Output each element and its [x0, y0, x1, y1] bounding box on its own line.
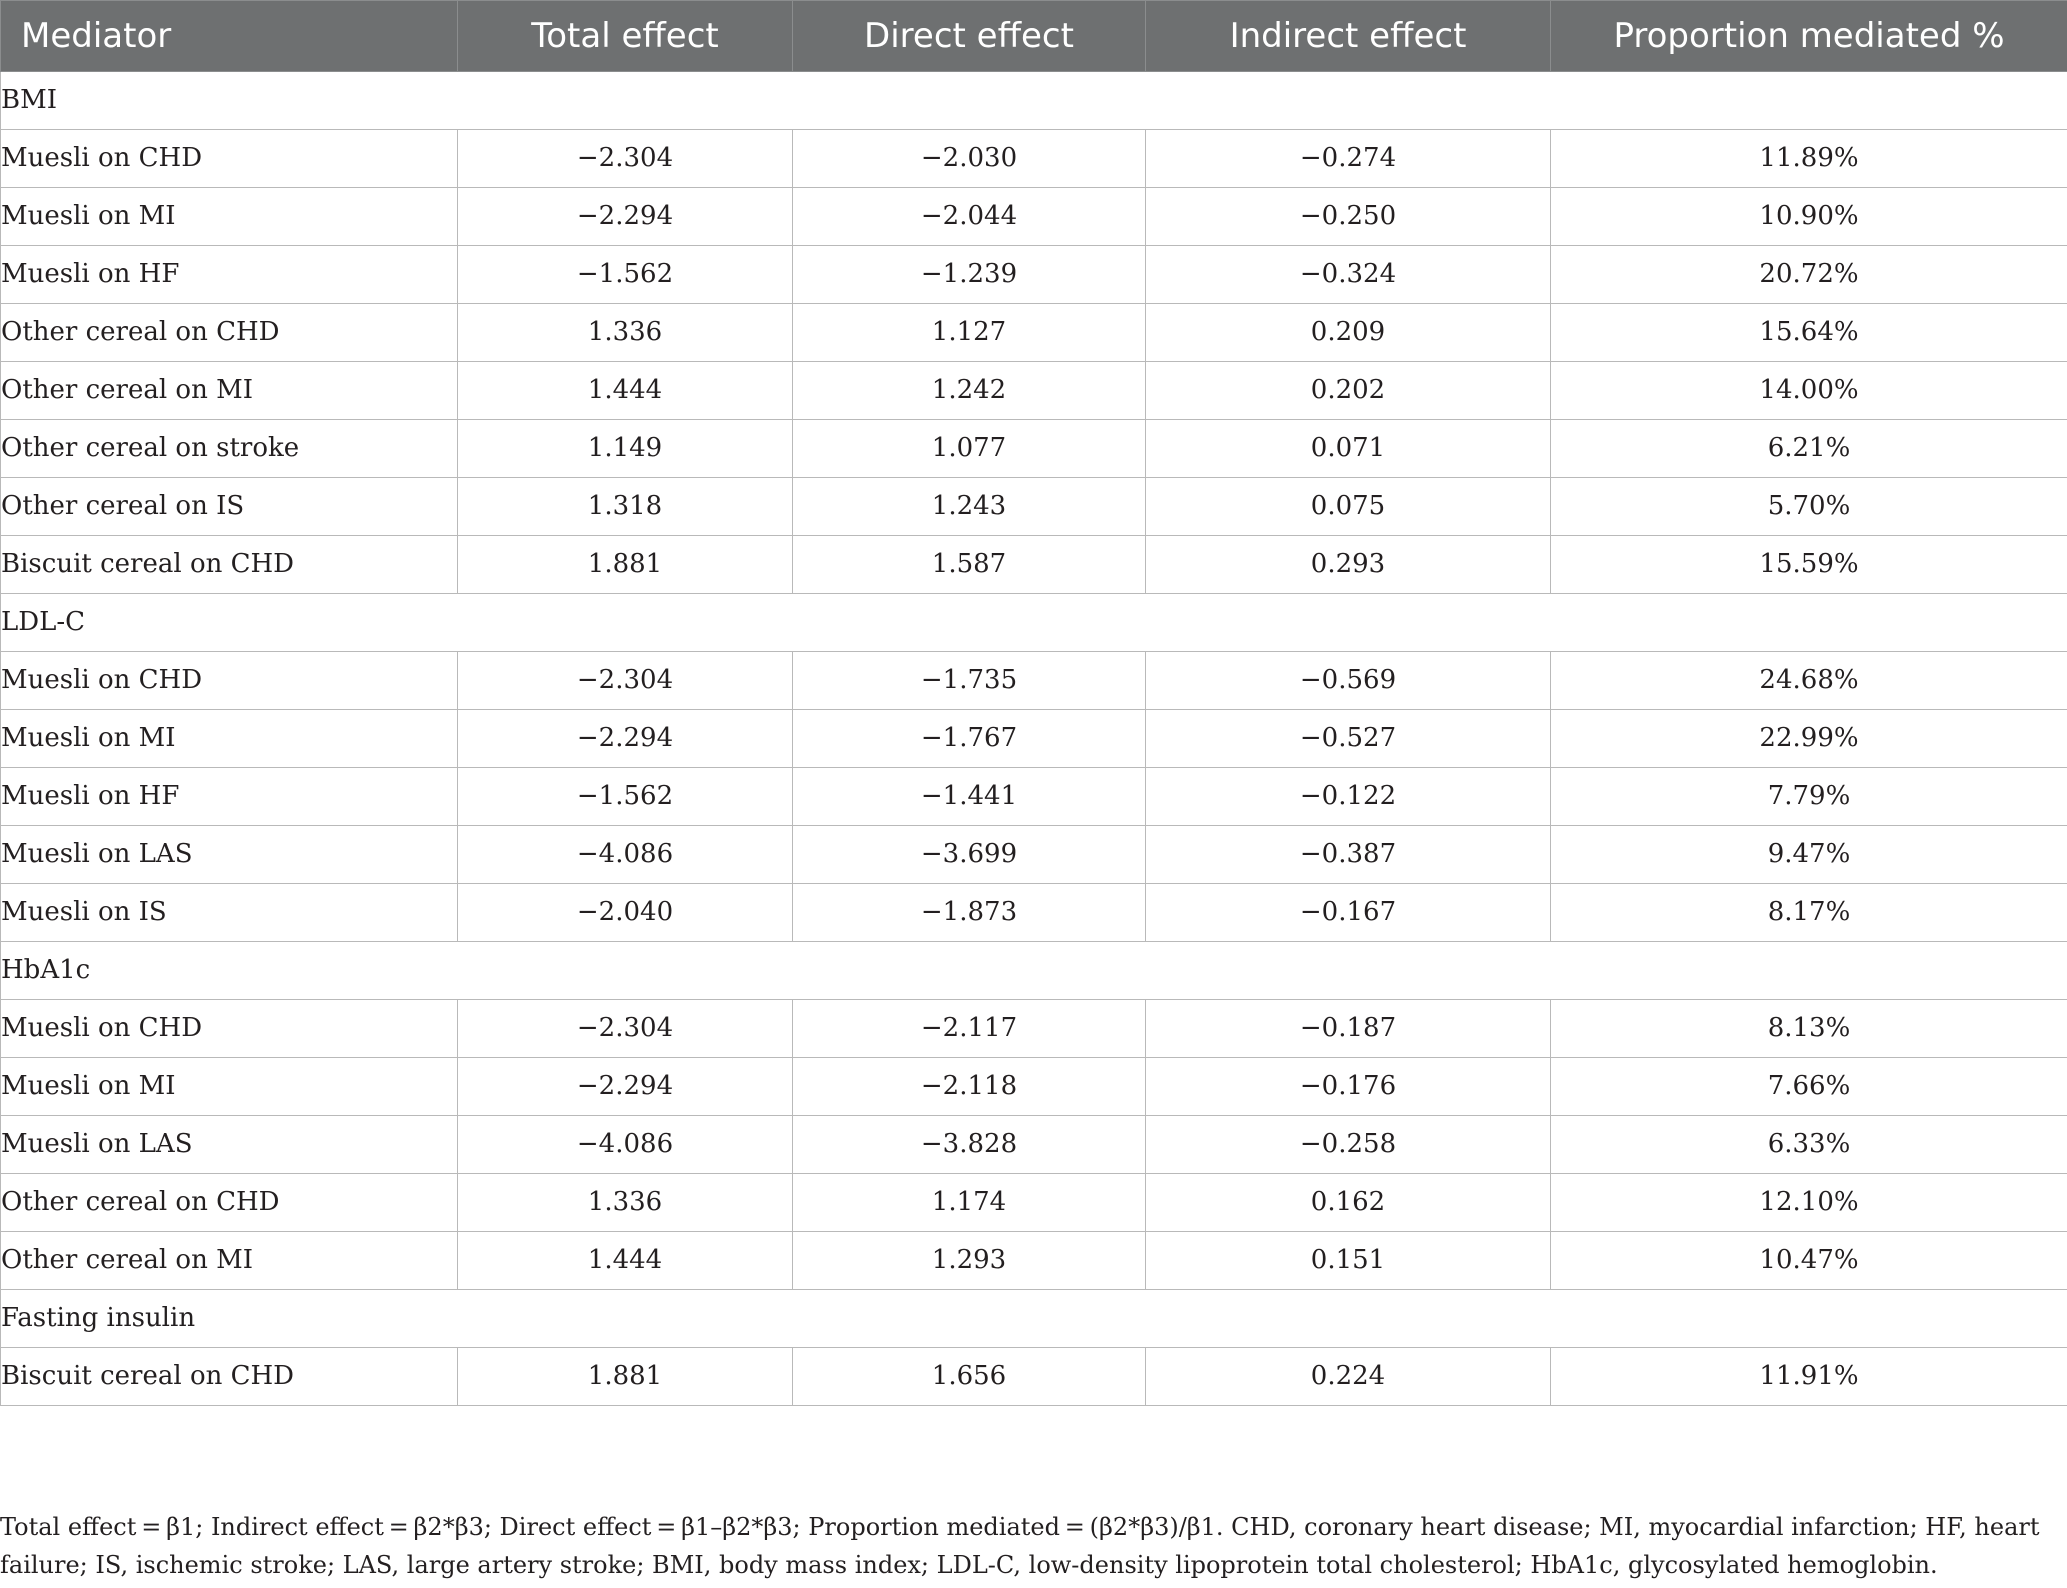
- table-row: [1, 130, 2067, 188]
- direct-effect-cell: 1.293: [793, 1232, 1146, 1290]
- direct-effect-cell: −3.699: [793, 826, 1146, 884]
- exposure-outcome-label: Other cereal on MI: [1, 1232, 458, 1290]
- total-effect-cell: 1.336: [458, 1174, 793, 1232]
- total-effect-cell: 1.336: [458, 304, 793, 362]
- exposure-outcome-label: Biscuit cereal on CHD: [1, 1348, 458, 1406]
- indirect-effect-cell: −0.258: [1146, 1116, 1551, 1174]
- table-row: [1, 188, 2067, 246]
- table-row: [1, 304, 2067, 362]
- table-row: [1, 826, 2067, 884]
- table-row: [1, 1174, 2067, 1232]
- indirect-effect-cell: −0.122: [1146, 768, 1551, 826]
- indirect-effect-cell: −0.387: [1146, 826, 1551, 884]
- total-effect-cell: 1.444: [458, 362, 793, 420]
- table-row: [1, 362, 2067, 420]
- total-effect-cell: −2.294: [458, 188, 793, 246]
- group-header-row: [1, 942, 2067, 1000]
- total-effect-cell: −2.304: [458, 1000, 793, 1058]
- indirect-effect-cell: 0.293: [1146, 536, 1551, 594]
- direct-effect-cell: −2.118: [793, 1058, 1146, 1116]
- exposure-outcome-label: Muesli on MI: [1, 188, 458, 246]
- proportion-mediated-cell: 14.00%: [1551, 362, 2067, 420]
- table-row: [1, 1058, 2067, 1116]
- mediator-group-label: Fasting insulin: [1, 1290, 2067, 1348]
- proportion-mediated-cell: 11.89%: [1551, 130, 2067, 188]
- exposure-outcome-label: Muesli on CHD: [1, 1000, 458, 1058]
- exposure-outcome-label: Muesli on MI: [1, 1058, 458, 1116]
- direct-effect-cell: −1.239: [793, 246, 1146, 304]
- proportion-mediated-cell: 6.21%: [1551, 420, 2067, 478]
- proportion-mediated-cell: 8.17%: [1551, 884, 2067, 942]
- column-header-mediator: Mediator: [1, 1, 458, 72]
- group-header-row: [1, 72, 2067, 130]
- indirect-effect-cell: 0.075: [1146, 478, 1551, 536]
- table-row: [1, 652, 2067, 710]
- total-effect-cell: 1.444: [458, 1232, 793, 1290]
- direct-effect-cell: 1.077: [793, 420, 1146, 478]
- table-row: [1, 768, 2067, 826]
- proportion-mediated-cell: 22.99%: [1551, 710, 2067, 768]
- mediator-group-label: HbA1c: [1, 942, 2067, 1000]
- proportion-mediated-cell: 10.90%: [1551, 188, 2067, 246]
- table-row: [1, 246, 2067, 304]
- indirect-effect-cell: 0.209: [1146, 304, 1551, 362]
- direct-effect-cell: −1.441: [793, 768, 1146, 826]
- table-row: [1, 1000, 2067, 1058]
- header-row: [1, 1, 2067, 72]
- total-effect-cell: −2.294: [458, 710, 793, 768]
- proportion-mediated-cell: 6.33%: [1551, 1116, 2067, 1174]
- indirect-effect-cell: 0.224: [1146, 1348, 1551, 1406]
- total-effect-cell: 1.149: [458, 420, 793, 478]
- indirect-effect-cell: −0.527: [1146, 710, 1551, 768]
- table-row: [1, 1348, 2067, 1406]
- direct-effect-cell: 1.242: [793, 362, 1146, 420]
- proportion-mediated-cell: 10.47%: [1551, 1232, 2067, 1290]
- exposure-outcome-label: Other cereal on CHD: [1, 1174, 458, 1232]
- mediator-group-label: BMI: [1, 72, 2067, 130]
- exposure-outcome-label: Other cereal on IS: [1, 478, 458, 536]
- exposure-outcome-label: Muesli on MI: [1, 710, 458, 768]
- table-footnote: Total effect = β1; Indirect effect = β2*β3; Direct effect = β1–β2*β3; Proportion mediated = (β2*β3)/β1. CHD, coronary heart disease; MI, myocardial infarction; HF, heart failure; IS, ischemic stroke; LAS, large artery stroke; BMI, body mass index; LDL-C, low-density lipoprotein total cholesterol; HbA1c, glycosylated hemoglobin.: [0, 1513, 2040, 1579]
- direct-effect-cell: −2.117: [793, 1000, 1146, 1058]
- total-effect-cell: −2.294: [458, 1058, 793, 1116]
- direct-effect-cell: −2.044: [793, 188, 1146, 246]
- indirect-effect-cell: −0.176: [1146, 1058, 1551, 1116]
- group-header-row: [1, 594, 2067, 652]
- direct-effect-cell: −1.735: [793, 652, 1146, 710]
- total-effect-cell: −4.086: [458, 1116, 793, 1174]
- indirect-effect-cell: 0.202: [1146, 362, 1551, 420]
- table-body: [1, 72, 2067, 1406]
- indirect-effect-cell: 0.071: [1146, 420, 1551, 478]
- exposure-outcome-label: Muesli on CHD: [1, 652, 458, 710]
- direct-effect-cell: −3.828: [793, 1116, 1146, 1174]
- column-header-indirect-effect: Indirect effect: [1146, 1, 1551, 72]
- table-row: [1, 420, 2067, 478]
- proportion-mediated-cell: 15.59%: [1551, 536, 2067, 594]
- exposure-outcome-label: Muesli on LAS: [1, 1116, 458, 1174]
- exposure-outcome-label: Other cereal on stroke: [1, 420, 458, 478]
- exposure-outcome-label: Muesli on CHD: [1, 130, 458, 188]
- exposure-outcome-label: Muesli on IS: [1, 884, 458, 942]
- proportion-mediated-cell: 15.64%: [1551, 304, 2067, 362]
- table-row: [1, 884, 2067, 942]
- table-row: [1, 536, 2067, 594]
- proportion-mediated-cell: 20.72%: [1551, 246, 2067, 304]
- indirect-effect-cell: −0.274: [1146, 130, 1551, 188]
- indirect-effect-cell: −0.187: [1146, 1000, 1551, 1058]
- exposure-outcome-label: Muesli on HF: [1, 246, 458, 304]
- total-effect-cell: 1.318: [458, 478, 793, 536]
- proportion-mediated-cell: 11.91%: [1551, 1348, 2067, 1406]
- total-effect-cell: 1.881: [458, 536, 793, 594]
- proportion-mediated-cell: 24.68%: [1551, 652, 2067, 710]
- column-header-proportion-mediated: Proportion mediated %: [1551, 1, 2067, 72]
- direct-effect-cell: 1.174: [793, 1174, 1146, 1232]
- indirect-effect-cell: 0.162: [1146, 1174, 1551, 1232]
- proportion-mediated-cell: 7.79%: [1551, 768, 2067, 826]
- exposure-outcome-label: Other cereal on MI: [1, 362, 458, 420]
- exposure-outcome-label: Muesli on HF: [1, 768, 458, 826]
- table-row: [1, 710, 2067, 768]
- indirect-effect-cell: −0.324: [1146, 246, 1551, 304]
- exposure-outcome-label: Other cereal on CHD: [1, 304, 458, 362]
- total-effect-cell: −2.040: [458, 884, 793, 942]
- proportion-mediated-cell: 12.10%: [1551, 1174, 2067, 1232]
- mediator-group-label: LDL-C: [1, 594, 2067, 652]
- total-effect-cell: 1.881: [458, 1348, 793, 1406]
- proportion-mediated-cell: 9.47%: [1551, 826, 2067, 884]
- direct-effect-cell: 1.587: [793, 536, 1146, 594]
- direct-effect-cell: −1.767: [793, 710, 1146, 768]
- indirect-effect-cell: 0.151: [1146, 1232, 1551, 1290]
- table-row: [1, 1232, 2067, 1290]
- direct-effect-cell: −1.873: [793, 884, 1146, 942]
- group-header-row: [1, 1290, 2067, 1348]
- direct-effect-cell: −2.030: [793, 130, 1146, 188]
- proportion-mediated-cell: 8.13%: [1551, 1000, 2067, 1058]
- total-effect-cell: −1.562: [458, 246, 793, 304]
- direct-effect-cell: 1.127: [793, 304, 1146, 362]
- exposure-outcome-label: Muesli on LAS: [1, 826, 458, 884]
- column-header-total-effect: Total effect: [458, 1, 793, 72]
- total-effect-cell: −1.562: [458, 768, 793, 826]
- direct-effect-cell: 1.656: [793, 1348, 1146, 1406]
- column-header-direct-effect: Direct effect: [793, 1, 1146, 72]
- direct-effect-cell: 1.243: [793, 478, 1146, 536]
- exposure-outcome-label: Biscuit cereal on CHD: [1, 536, 458, 594]
- total-effect-cell: −4.086: [458, 826, 793, 884]
- table-row: [1, 1116, 2067, 1174]
- indirect-effect-cell: −0.250: [1146, 188, 1551, 246]
- total-effect-cell: −2.304: [458, 652, 793, 710]
- table-row: [1, 478, 2067, 536]
- table-header: [1, 1, 2067, 72]
- proportion-mediated-cell: 7.66%: [1551, 1058, 2067, 1116]
- indirect-effect-cell: −0.167: [1146, 884, 1551, 942]
- indirect-effect-cell: −0.569: [1146, 652, 1551, 710]
- total-effect-cell: −2.304: [458, 130, 793, 188]
- proportion-mediated-cell: 5.70%: [1551, 478, 2067, 536]
